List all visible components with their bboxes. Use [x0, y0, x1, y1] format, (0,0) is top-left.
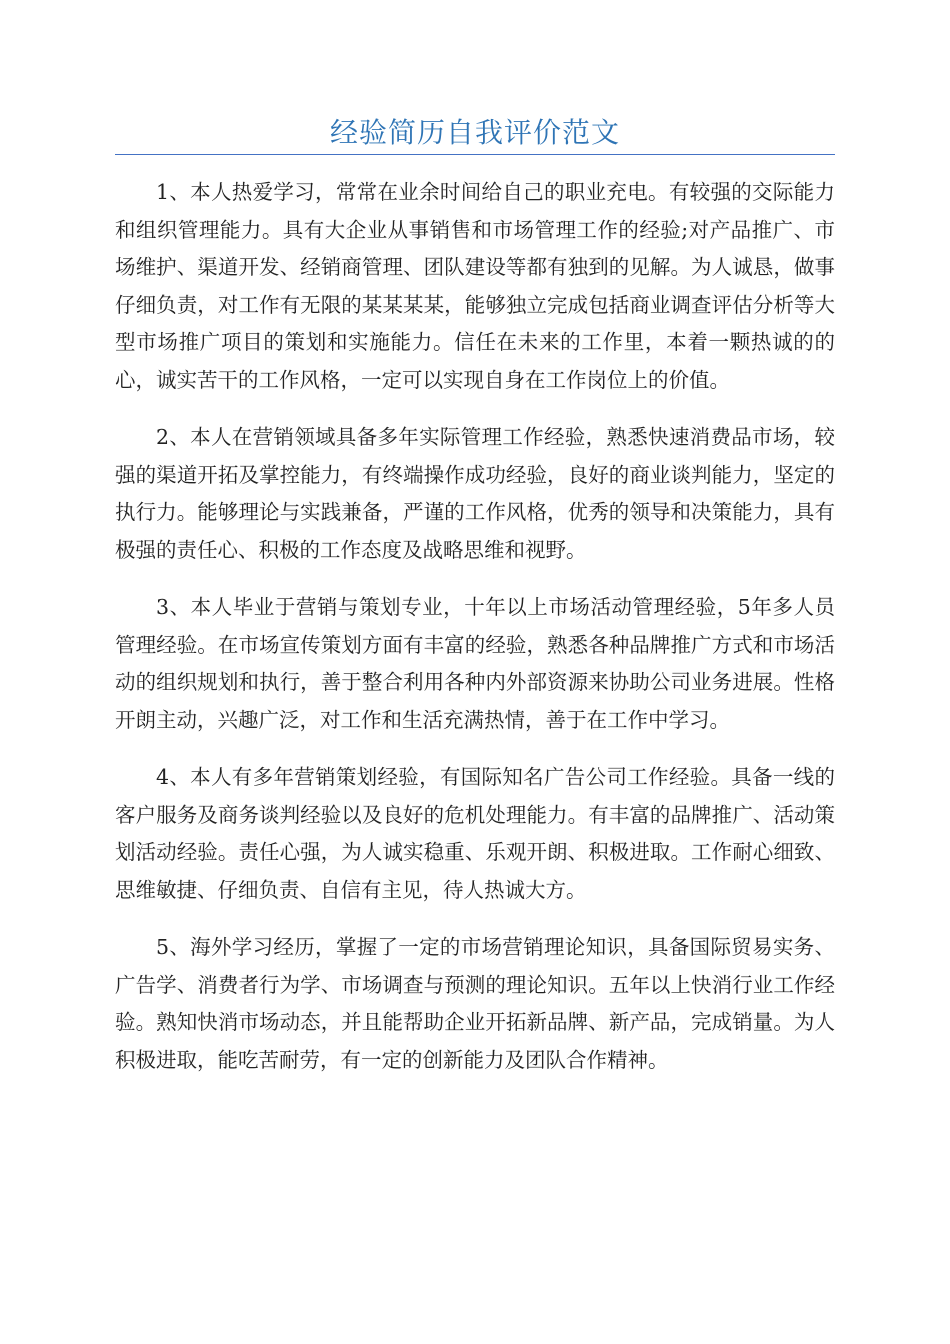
- paragraph-4: 4、本人有多年营销策划经验，有国际知名广告公司工作经验。具备一线的客户服务及商务谈判经验以及良好的危机处理能力。有丰富的品牌推广、活动策划活动经验。责任心强，为人诚实稳重、乐观开朗、积极进取。工作耐心细致、思维敏捷、仔细负责、自信有主见，待人热诚大方。: [115, 765, 835, 902]
- paragraph-5: 5、海外学习经历，掌握了一定的市场营销理论知识，具备国际贸易实务、广告学、消费者行为学、市场调查与预测的理论知识。五年以上快消行业工作经验。熟知快消市场动态，并且能帮助企业开拓新品牌、新产品，完成销量。为人积极进取，能吃苦耐劳，有一定的创新能力及团队合作精神。: [115, 935, 835, 1072]
- paragraph-3: 3、本人毕业于营销与策划专业，十年以上市场活动管理经验，5年多人员管理经验。在市场宣传策划方面有丰富的经验，熟悉各种品牌推广方式和市场活动的组织规划和执行，善于整合利用各种内外部资源来协助公司业务进展。性格开朗主动，兴趣广泛，对工作和生活充满热情，善于在工作中学习。: [115, 595, 835, 732]
- document-body: [115, 174, 835, 1099]
- document-title: 经验简历自我评价范文: [329, 116, 620, 149]
- paragraph-2: 2、本人在营销领域具备多年实际管理工作经验，熟悉快速消费品市场，较强的渠道开拓及掌控能力，有终端操作成功经验，良好的商业谈判能力，坚定的执行力。能够理论与实践兼备，严谨的工作风格，优秀的领导和决策能力，具有极强的责任心、积极的工作态度及战略思维和视野。: [115, 425, 835, 562]
- title-underline: [115, 154, 835, 155]
- paragraph-1: 1、本人热爱学习，常常在业余时间给自己的职业充电。有较强的交际能力和组织管理能力。具有大企业从事销售和市场管理工作的经验;对产品推广、市场维护、渠道开发、经销商管理、团队建设等都有独到的见解。为人诚恳，做事仔细负责，对工作有无限的某某某某，能够独立完成包括商业调查评估分析等大型市场推广项目的策划和实施能力。信任在未来的工作里，本着一颗热诚的的心，诚实苦干的工作风格，一定可以实现自身在工作岗位上的价值。: [115, 180, 835, 392]
